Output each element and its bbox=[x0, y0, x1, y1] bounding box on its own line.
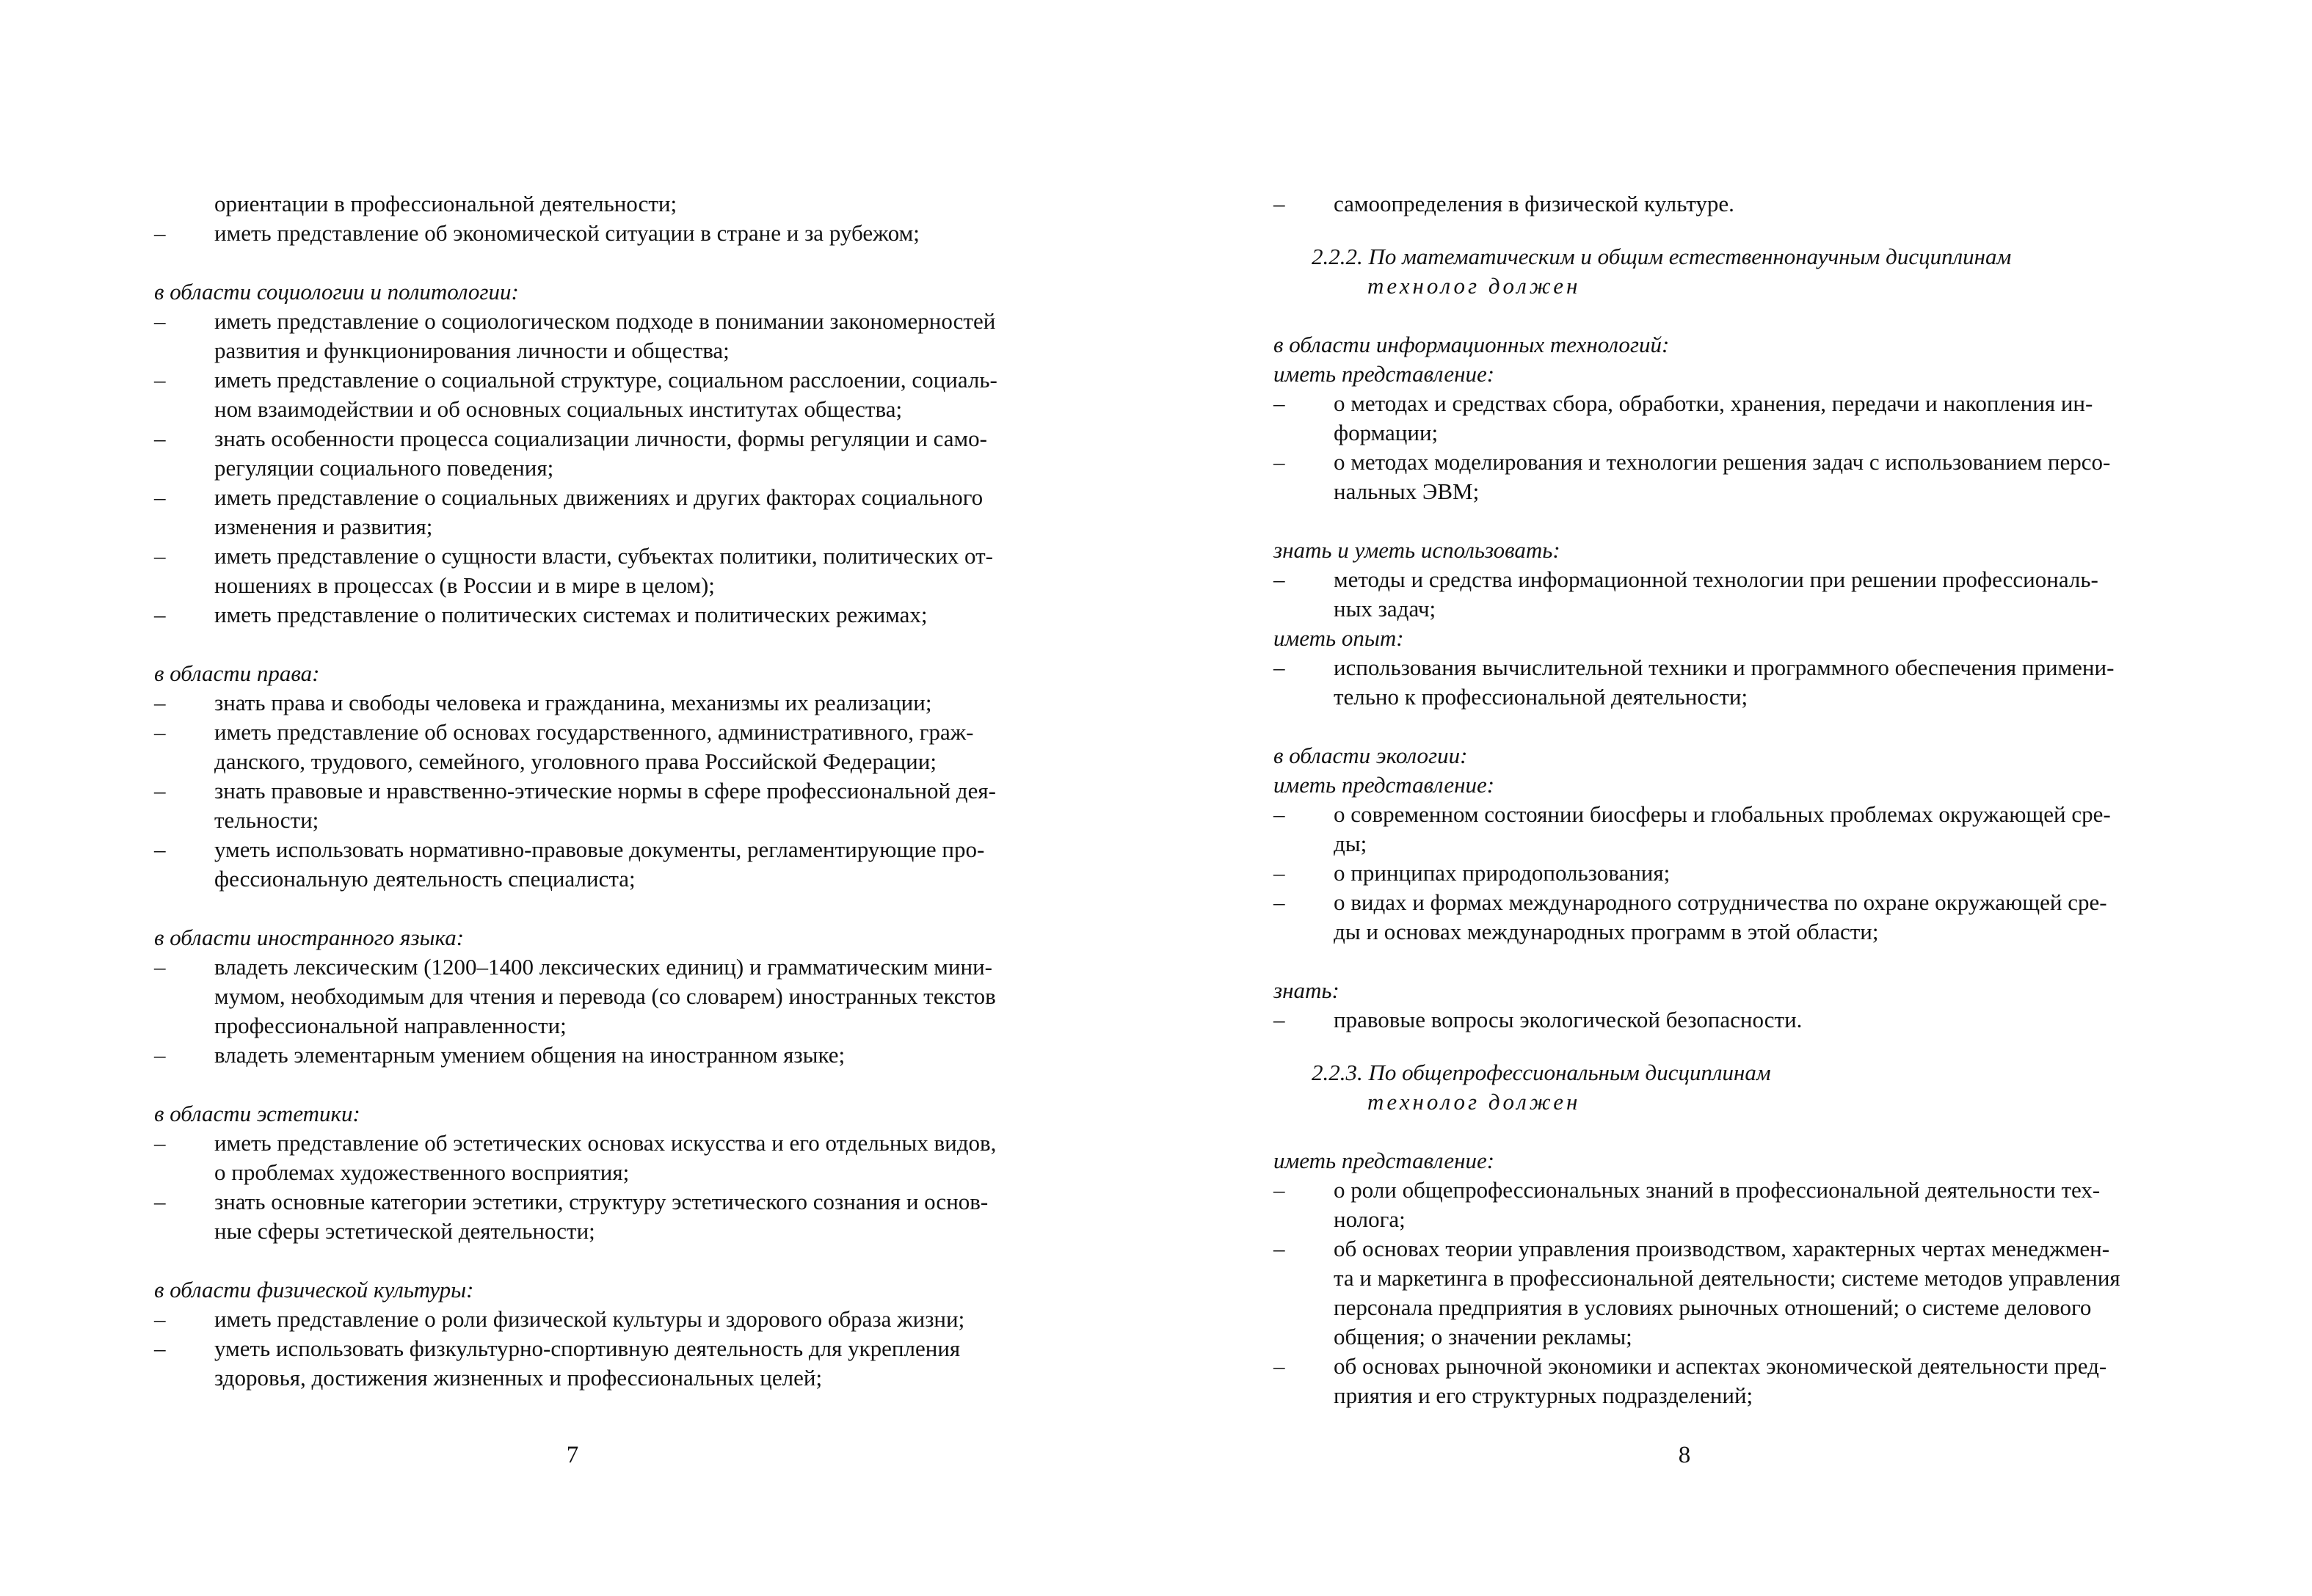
list-item: – правовые вопросы экологической безопасности. bbox=[1273, 1005, 2165, 1035]
dash-bullet: – bbox=[154, 308, 166, 334]
list-item: – об основах рыночной экономики и аспектах экономической деятельности пред- bbox=[1273, 1352, 2165, 1381]
subheading-know: знать: bbox=[1273, 977, 1339, 1003]
dash-bullet: – bbox=[1273, 801, 1285, 827]
dash-bullet: – bbox=[154, 602, 166, 627]
list-item: – иметь представление об эстетических основах искусства и его отдельных видов, bbox=[154, 1129, 1039, 1158]
list-item-continuation: данского, трудового, семейного, уголовного права Российской Федерации; bbox=[214, 748, 937, 774]
dash-bullet: – bbox=[154, 220, 166, 246]
dash-bullet: – bbox=[154, 1042, 166, 1068]
list-item: – владеть элементарным умением общения на иностранном языке; bbox=[154, 1041, 1039, 1070]
dash-bullet: – bbox=[1273, 449, 1285, 475]
list-item: – знать особенности процесса социализации личности, формы регуляции и само- bbox=[154, 424, 1039, 453]
dash-bullet: – bbox=[1273, 889, 1285, 915]
section-heading-it: в области информационных технологий: bbox=[1273, 332, 1670, 357]
dash-bullet: – bbox=[154, 484, 166, 510]
list-item: – о видах и формах международного сотрудничества по охране окружающей сре- bbox=[1273, 888, 2165, 917]
dash-bullet: – bbox=[154, 543, 166, 569]
list-item: – иметь представление об основах государственного, административного, граж- bbox=[154, 718, 1039, 747]
list-item-continuation: нальных ЭВМ; bbox=[1334, 478, 1480, 504]
list-item: – об основах теории управления производством, характерных чертах менеджмен- bbox=[1273, 1234, 2165, 1264]
dash-bullet: – bbox=[1273, 1353, 1285, 1379]
subheading-experience: иметь опыт: bbox=[1273, 625, 1404, 651]
dash-bullet: – bbox=[154, 1306, 166, 1332]
section-heading-sociology: в области социологии и политологии: bbox=[154, 279, 519, 305]
list-item: – уметь использовать нормативно-правовые документы, регламентирующие про- bbox=[154, 835, 1039, 864]
list-item: – иметь представление о роли физической культуры и здорового образа жизни; bbox=[154, 1305, 1039, 1334]
list-item-continuation: ном взаимодействии и об основных социальных институтах общества; bbox=[214, 396, 903, 422]
section-heading-ecology: в области экологии: bbox=[1273, 743, 1468, 768]
list-item-continuation: формации; bbox=[1334, 420, 1439, 445]
list-item-continuation: фессиональную деятельность специалиста; bbox=[214, 866, 636, 892]
list-item: – иметь представление о сущности власти, субъектах политики, политических от- bbox=[154, 542, 1039, 571]
list-item-continuation: ды; bbox=[1334, 831, 1367, 856]
list-item-continuation: ношениях в процессах (в России и в мире в целом); bbox=[214, 572, 715, 598]
dash-bullet: – bbox=[154, 778, 166, 804]
dash-bullet: – bbox=[154, 719, 166, 745]
subheading-have-idea: иметь представление: bbox=[1273, 1148, 1495, 1173]
subheading-have-idea: иметь представление: bbox=[1273, 772, 1495, 798]
list-item-continuation: здоровья, достижения жизненных и профессиональных целей; bbox=[214, 1365, 823, 1391]
list-item-continuation: тельно к профессиональной деятельности; bbox=[1334, 684, 1748, 710]
list-item: – использования вычислительной техники и программного обеспечения примени- bbox=[1273, 653, 2165, 682]
dash-bullet: – bbox=[1273, 566, 1285, 592]
page-number-left: 7 bbox=[566, 1442, 579, 1468]
dash-bullet: – bbox=[154, 1130, 166, 1156]
list-item: – самоопределения в физической культуре. bbox=[1273, 189, 2165, 219]
dash-bullet: – bbox=[1273, 1007, 1285, 1032]
left-page bbox=[154, 0, 1039, 1596]
subheading-have-idea: иметь представление: bbox=[1273, 361, 1495, 387]
section-heading-physical-culture: в области физической культуры: bbox=[154, 1277, 474, 1302]
section-heading-aesthetics: в области эстетики: bbox=[154, 1101, 360, 1126]
left-page-text bbox=[154, 189, 1039, 1393]
dash-bullet: – bbox=[154, 367, 166, 393]
list-item: – о методах моделирования и технологии решения задач с использованием персо- bbox=[1273, 448, 2165, 477]
dash-bullet: – bbox=[1273, 655, 1285, 680]
list-item-continuation: развития и функционирования личности и общества; bbox=[214, 338, 730, 363]
list-item-continuation: тельности; bbox=[214, 807, 319, 833]
dash-bullet: – bbox=[154, 954, 166, 980]
section-subtitle-2-2-2: технолог должен bbox=[1367, 273, 1581, 299]
list-item-continuation: регуляции социального поведения; bbox=[214, 455, 554, 481]
list-item-continuation: нолога; bbox=[1334, 1206, 1406, 1232]
list-item-continuation: о проблемах художественного восприятия; bbox=[214, 1159, 630, 1185]
list-item-continuation: приятия и его структурных подразделений; bbox=[1334, 1382, 1753, 1408]
list-item-continuation: ориентации в профессиональной деятельности; bbox=[214, 191, 677, 216]
dash-bullet: – bbox=[1273, 860, 1285, 886]
page-number-right: 8 bbox=[1678, 1442, 1691, 1468]
list-item: – владеть лексическим (1200–1400 лексических единиц) и грамматическим мини- bbox=[154, 952, 1039, 982]
list-item-continuation: мумом, необходимым для чтения и перевода (со словарем) иностранных текстов bbox=[214, 983, 996, 1009]
dash-bullet: – bbox=[1273, 390, 1285, 416]
list-item-continuation: изменения и развития; bbox=[214, 514, 433, 539]
list-item: – иметь представление о социальной структуре, социальном расслоении, социаль- bbox=[154, 365, 1039, 395]
section-subtitle-2-2-3: технолог должен bbox=[1367, 1089, 1581, 1115]
list-item: – иметь представление о социальных движениях и других факторах социального bbox=[154, 483, 1039, 512]
list-item: – методы и средства информационной технологии при решении профессиональ- bbox=[1273, 565, 2165, 594]
right-page-text bbox=[1273, 189, 2165, 1410]
dash-bullet: – bbox=[154, 426, 166, 451]
list-item: – о принципах природопользования; bbox=[1273, 859, 2165, 888]
list-item-continuation: профессиональной направленности; bbox=[214, 1013, 567, 1038]
subheading-know-and-use: знать и уметь использовать: bbox=[1273, 537, 1560, 563]
list-item-continuation: та и маркетинга в профессиональной деятельности; системе методов управления bbox=[1334, 1265, 2120, 1291]
list-item: – иметь представление об экономической ситуации в стране и за рубежом; bbox=[154, 219, 1039, 248]
list-item: – иметь представление о политических системах и политических режимах; bbox=[154, 600, 1039, 630]
dash-bullet: – bbox=[154, 837, 166, 862]
section-title-2-2-2: 2.2.2. По математическим и общим естественнонаучным дисциплинам bbox=[1312, 244, 2012, 269]
dash-bullet: – bbox=[1273, 191, 1285, 216]
list-item: – о методах и средствах сбора, обработки, хранения, передачи и накопления ин- bbox=[1273, 389, 2165, 418]
list-item: – знать правовые и нравственно-этические нормы в сфере профессиональной дея- bbox=[154, 776, 1039, 806]
list-item: – знать права и свободы человека и гражданина, механизмы их реализации; bbox=[154, 688, 1039, 718]
list-item: – о роли общепрофессиональных знаний в профессиональной деятельности тех- bbox=[1273, 1176, 2165, 1205]
list-item-continuation: персонала предприятия в условиях рыночных отношений; о системе делового bbox=[1334, 1294, 2092, 1320]
right-page bbox=[1273, 0, 2165, 1596]
list-item: – о современном состоянии биосферы и глобальных проблемах окружающей сре- bbox=[1273, 800, 2165, 829]
dash-bullet: – bbox=[154, 1189, 166, 1214]
list-item-continuation: общения; о значении рекламы; bbox=[1334, 1324, 1632, 1349]
list-item-continuation: ды и основах международных программ в этой области; bbox=[1334, 919, 1879, 944]
dash-bullet: – bbox=[1273, 1177, 1285, 1203]
dash-bullet: – bbox=[1273, 1236, 1285, 1261]
list-item-continuation: ных задач; bbox=[1334, 596, 1436, 622]
section-heading-foreign-language: в области иностранного языка: bbox=[154, 925, 465, 950]
section-title-2-2-3: 2.2.3. По общепрофессиональным дисциплинам bbox=[1312, 1060, 1771, 1085]
list-item: – знать основные категории эстетики, структуру эстетического сознания и основ- bbox=[154, 1187, 1039, 1217]
dash-bullet: – bbox=[154, 1336, 166, 1361]
list-item: – иметь представление о социологическом подходе в понимании закономерностей bbox=[154, 307, 1039, 336]
list-item-continuation: ные сферы эстетической деятельности; bbox=[214, 1218, 595, 1244]
dash-bullet: – bbox=[154, 690, 166, 715]
list-item: – уметь использовать физкультурно-спортивную деятельность для укрепления bbox=[154, 1334, 1039, 1363]
section-heading-law: в области права: bbox=[154, 660, 320, 686]
